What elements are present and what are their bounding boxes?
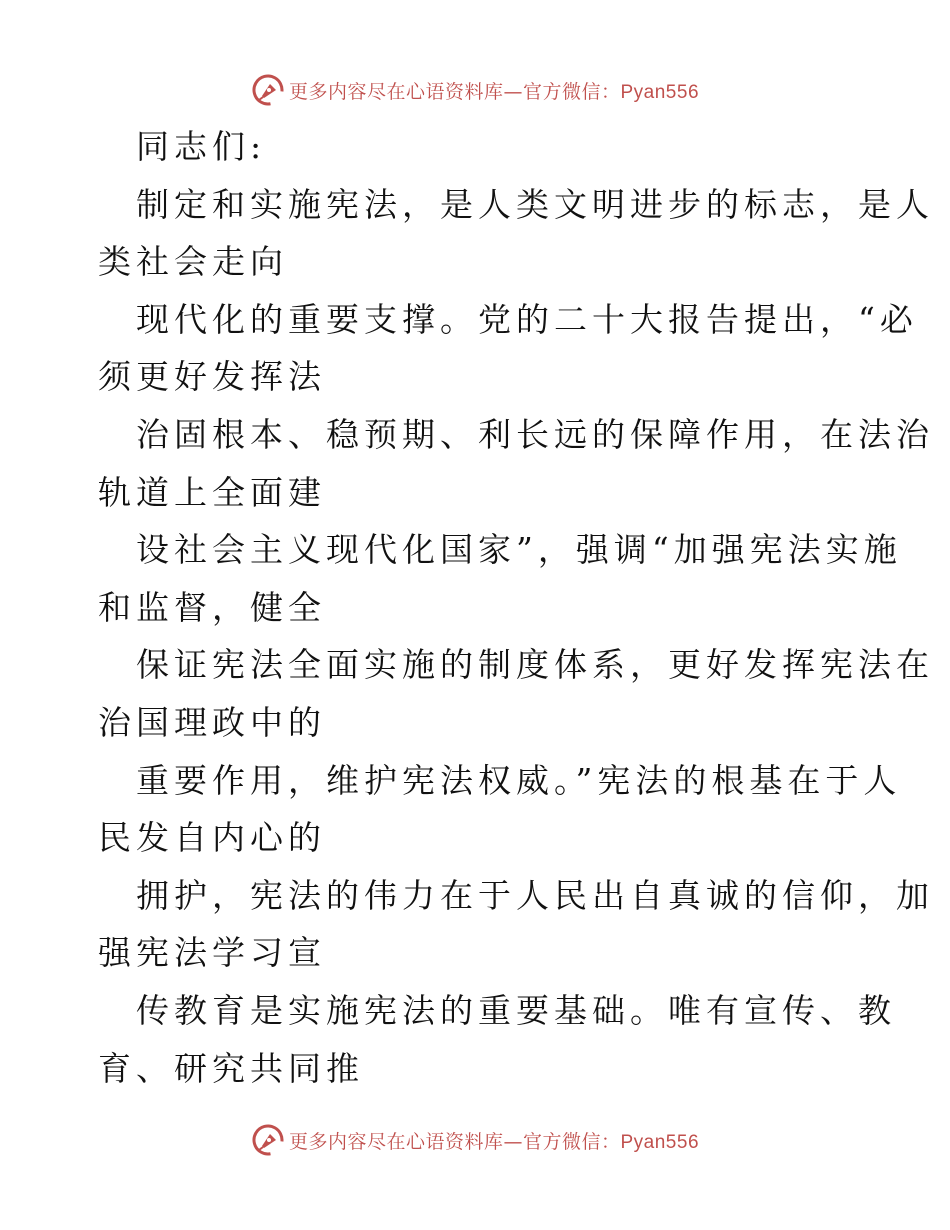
paragraph-line: 传教育是实施宪法的重要基础。唯有宣传、教 [136, 990, 896, 1030]
paragraph-line: 民发自内心的 [98, 818, 326, 858]
paragraph-line: 制定和实施宪法，是人类文明进步的标志，是人 [136, 184, 934, 224]
paragraph-line: 保证宪法全面实施的制度体系，更好发挥宪法在 [136, 645, 934, 685]
paragraph-line: 强宪法学习宣 [98, 933, 326, 973]
paragraph-line: 设社会主义现代化国家”，强调“加强宪法实施 [136, 530, 902, 570]
document-body [98, 118, 934, 1097]
pen-nib-logo-icon [251, 73, 285, 107]
watermark-wechat-id: Pyan556 [620, 81, 700, 103]
paragraph-line: 现代化的重要支撑。党的二十大报告提出，“必 [136, 299, 918, 339]
paragraph-line: 治国理政中的 [98, 702, 326, 742]
paragraph-line: 重要作用，维护宪法权威。”宪法的根基在于人 [136, 760, 902, 800]
header-watermark [0, 70, 950, 110]
pen-nib-logo-icon [251, 1123, 285, 1157]
watermark-text [289, 1127, 699, 1154]
watermark-wechat-id: Pyan556 [620, 1131, 700, 1153]
paragraph-line: 和监督，健全 [98, 587, 326, 627]
paragraph-line: 须更好发挥法 [98, 357, 326, 397]
watermark-label: 更多内容尽在心语资料库—官方微信： [288, 80, 621, 103]
paragraph-line: 同志们: [136, 127, 267, 166]
paragraph-line: 轨道上全面建 [98, 472, 326, 512]
footer-watermark [0, 1120, 950, 1160]
watermark-text [289, 77, 699, 104]
paragraph-line: 育、研究共同推 [98, 1048, 364, 1088]
paragraph-line: 治固根本、稳预期、利长远的保障作用，在法治 [136, 414, 934, 454]
watermark-label: 更多内容尽在心语资料库—官方微信： [288, 1130, 621, 1153]
paragraph-line: 拥护，宪法的伟力在于人民出自真诚的信仰，加 [136, 875, 934, 915]
paragraph-line: 类社会走向 [98, 242, 288, 282]
